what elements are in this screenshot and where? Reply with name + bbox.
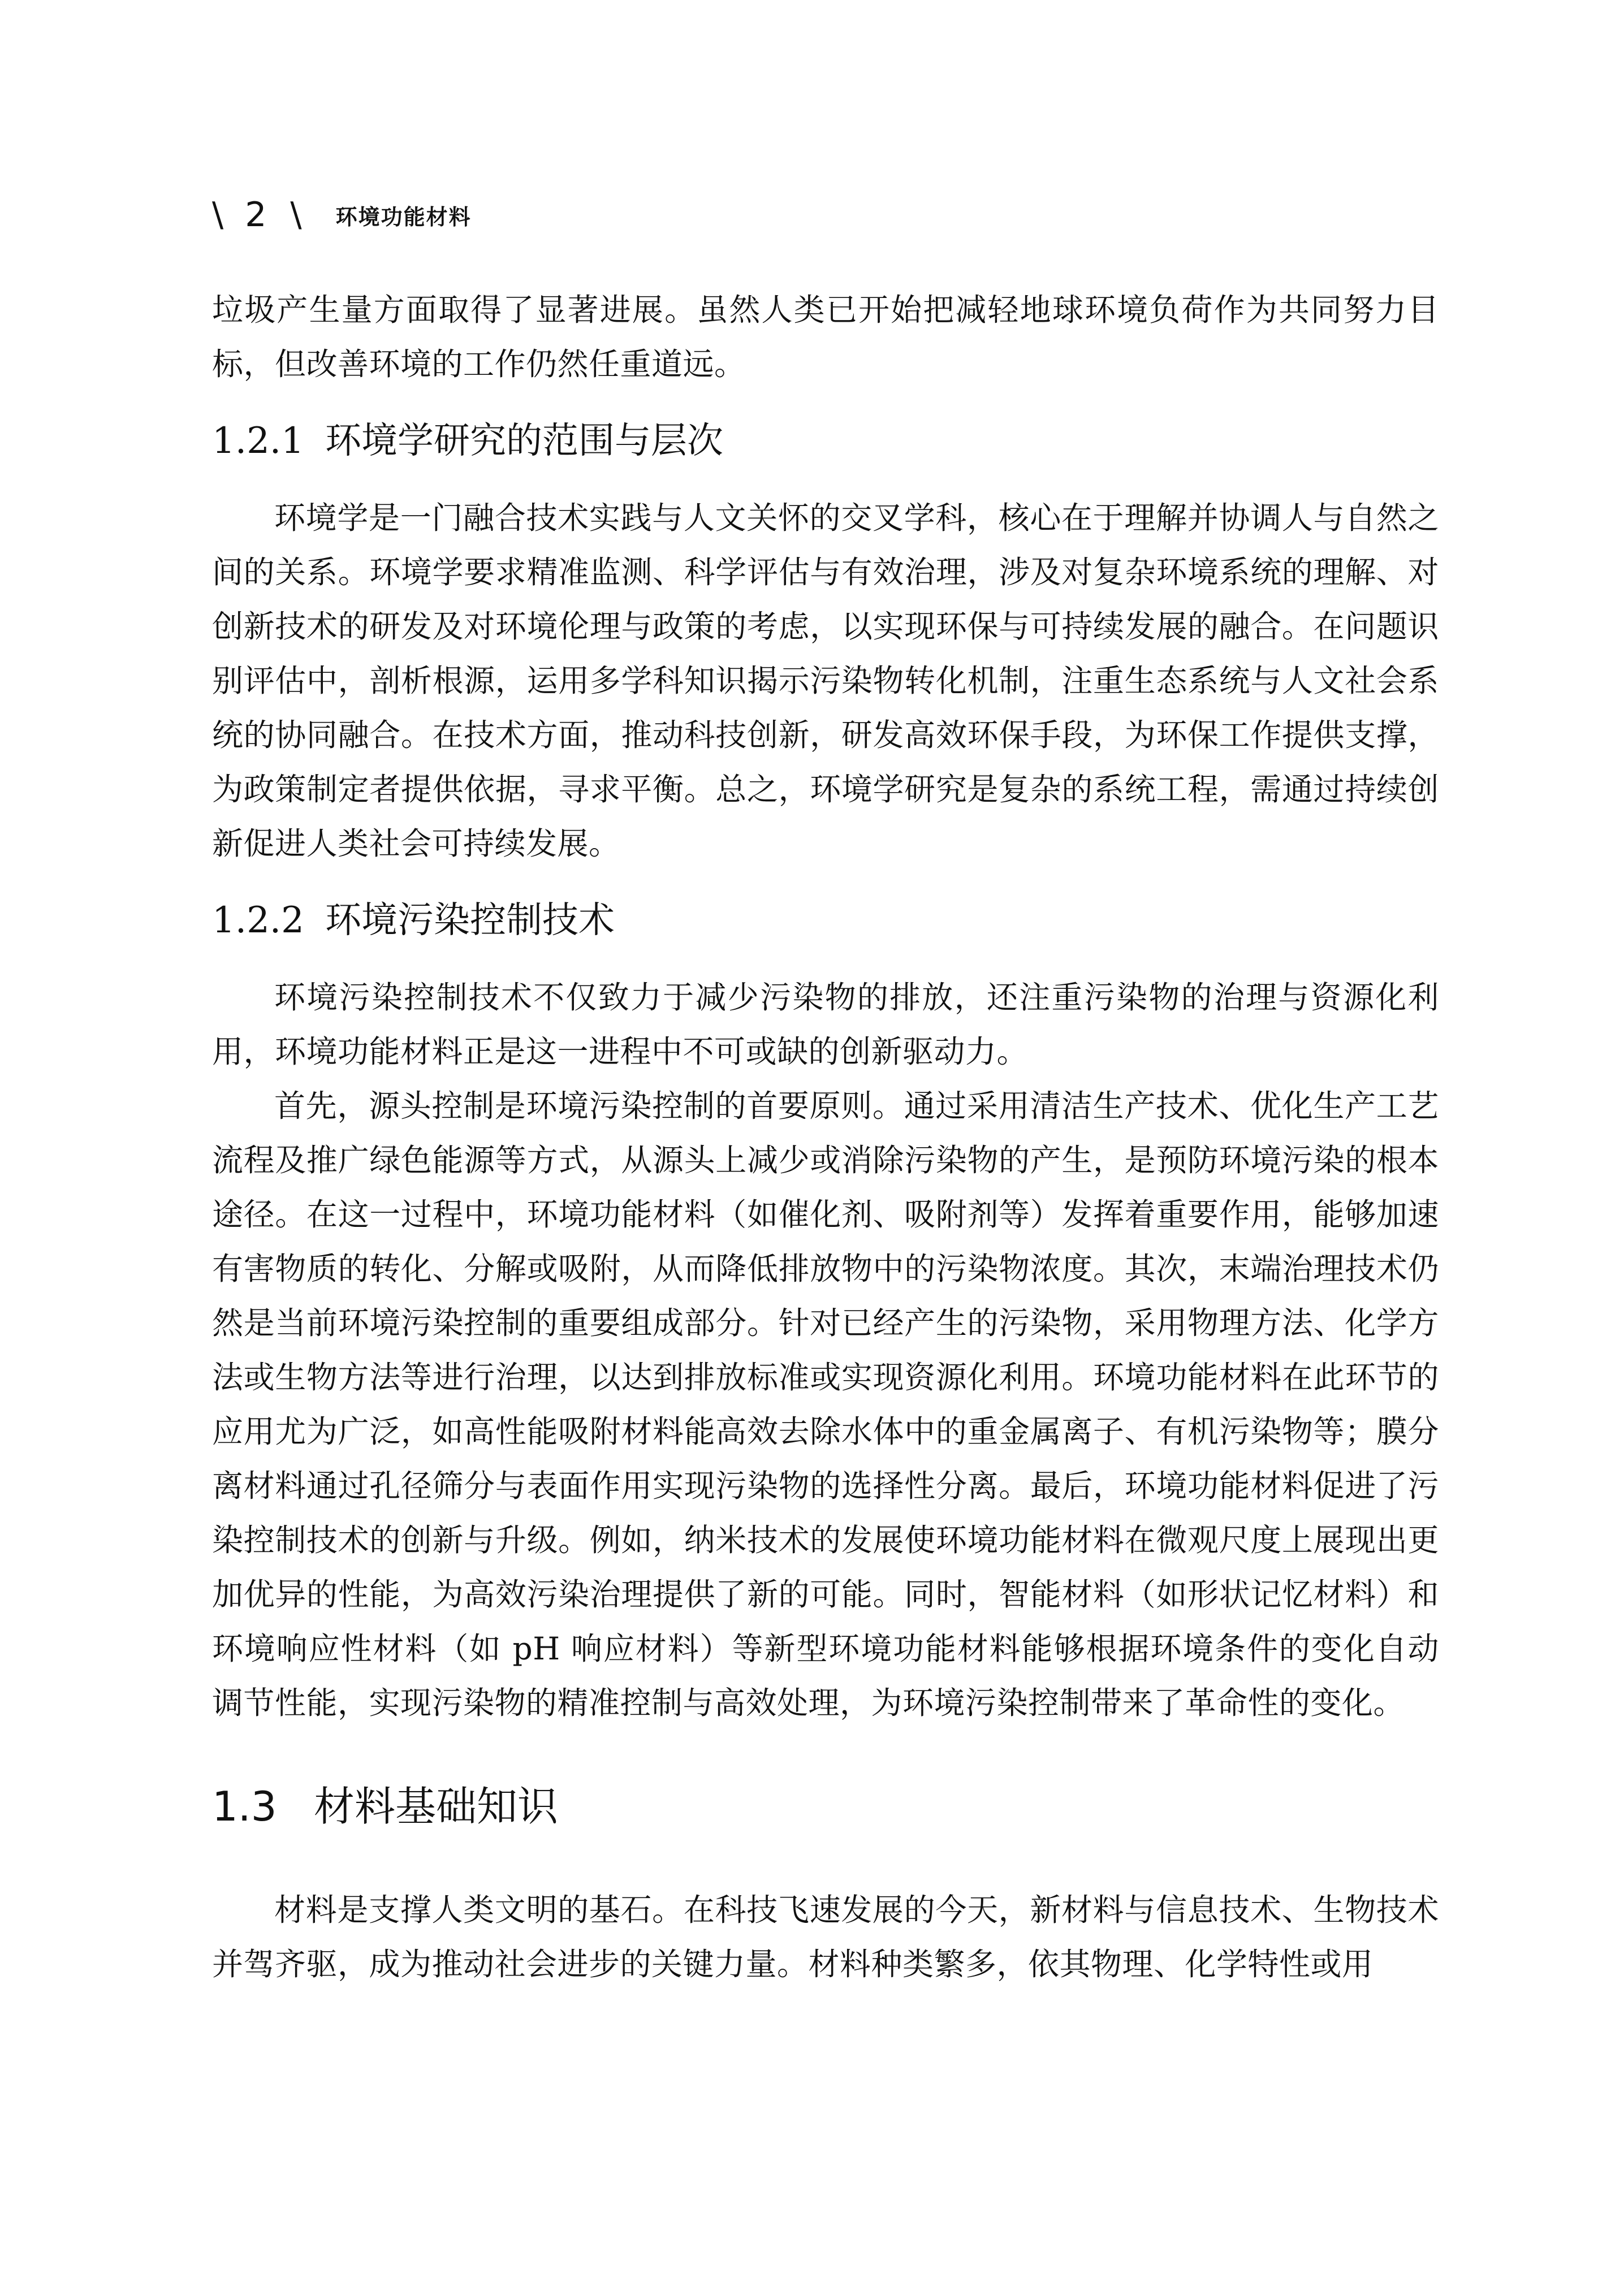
- page-number: 2: [245, 195, 267, 235]
- book-title: 环境功能材料: [335, 204, 472, 230]
- header-slash-left: \: [212, 195, 224, 235]
- paragraph-1-3: 材料是支撑人类文明的基石。在科技飞速发展的今天，新材料与信息技术、生物技术并驾齐驱，成为推动社会进步的关键力量。材料种类繁多，依其物理、化学特性或用: [212, 1892, 1439, 1982]
- intro-paragraph: 垃圾产生量方面取得了显著进展。虽然人类已开始把减轻地球环境负荷作为共同努力目标，但改善环境的工作仍然任重道远。: [212, 292, 1439, 382]
- paragraph-1-2-2-b: 首先，源头控制是环境污染控制的首要原则。通过采用清洁生产技术、优化生产工艺流程及推广绿色能源等方式，从源头上减少或消除污染物的产生，是预防环境污染的根本途径。在这一过程中，环境功能材料（如催化剂、吸附剂等）发挥着重要作用，能够加速有害物质的转化、分解或吸附，从而降低排放物中的污染物浓度。其次，末端治理技术仍然是当前环境污染控制的重要组成部分。针对已经产生的污染物，采用物理方法、化学方法或生物方法等进行治理，以达到排放标准或实现资源化利用。环境功能材料在此环节的应用尤为广泛，如高性能吸附材料能高效去除水体中的重金属离子、有机污染物等；膜分离材料通过孔径筛分与表面作用实现污染物的选择性分离。最后，环境功能材料促进了污染控制技术的创新与升级。例如，纳米技术的发展使环境功能材料在微观尺度上展现出更加优异的性能，为高效污染治理提供了新的可能。同时，智能材料（如形状记忆材料）和环境响应性材料（如 pH 响应材料）等新型环境功能材料能够根据环境条件的变化自动调节性能，实现污染物的精准控制与高效处理，为环境污染控制带来了革命性的变化。: [212, 1088, 1439, 1721]
- section-heading-1-2-2: [212, 893, 1439, 948]
- section-number: 1.3: [212, 1783, 277, 1830]
- section-heading-1-3: [212, 1775, 1439, 1838]
- section-number: 1.2.2: [212, 900, 304, 941]
- paragraph-1-2-2-a: 环境污染控制技术不仅致力于减少污染物的排放，还注重污染物的治理与资源化利用，环境功能材料正是这一进程中不可或缺的创新驱动力。: [212, 979, 1439, 1070]
- header-slash-right: \: [290, 195, 302, 235]
- section-title: 环境污染控制技术: [325, 900, 615, 941]
- running-header: [212, 189, 472, 240]
- section-heading-1-2-1: [212, 414, 1439, 468]
- section-title: 材料基础知识: [314, 1783, 559, 1830]
- section-number: 1.2.1: [212, 420, 304, 462]
- section-title: 环境学研究的范围与层次: [325, 420, 723, 462]
- page-body: [212, 283, 1439, 1991]
- paragraph-1-2-1: 环境学是一门融合技术实践与人文关怀的交叉学科，核心在于理解并协调人与自然之间的关系。环境学要求精准监测、科学评估与有效治理，涉及对复杂环境系统的理解、对创新技术的研发及对环境伦理与政策的考虑，以实现环保与可持续发展的融合。在问题识别评估中，剖析根源，运用多学科知识揭示污染物转化机制，注重生态系统与人文社会系统的协同融合。在技术方面，推动科技创新，研发高效环保手段，为环保工作提供支撑，为政策制定者提供依据，寻求平衡。总之，环境学研究是复杂的系统工程，需通过持续创新促进人类社会可持续发展。: [212, 500, 1439, 862]
